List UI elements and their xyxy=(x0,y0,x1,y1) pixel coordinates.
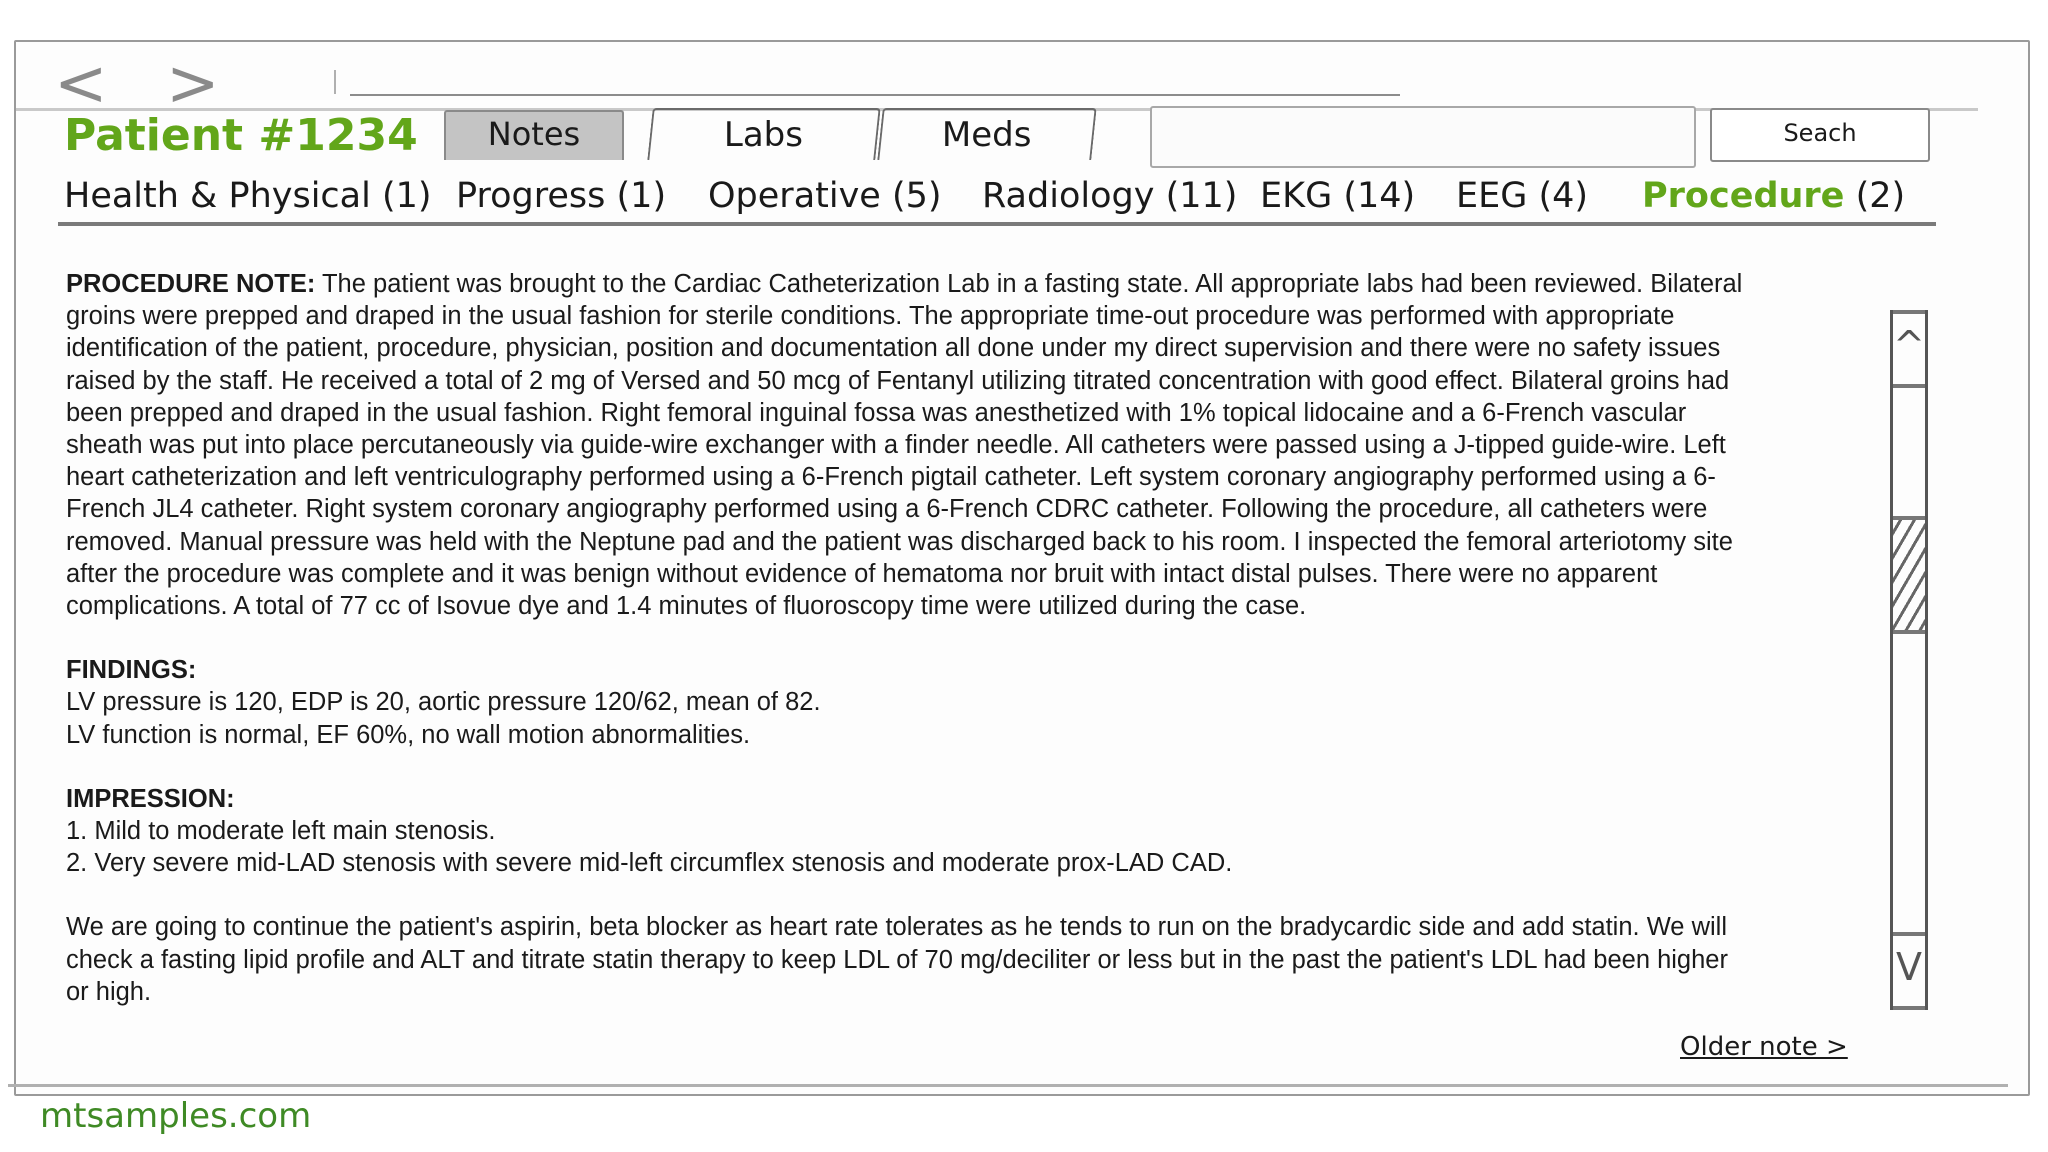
findings-heading: FINDINGS: xyxy=(66,656,197,685)
scroll-up-icon[interactable]: ^ xyxy=(1893,310,1925,388)
note-category-tabs xyxy=(64,176,1964,226)
address-divider xyxy=(334,70,336,94)
tab-progress[interactable] xyxy=(456,176,666,216)
procedure-line: complications. A total of 77 cc of Isovue dye and 1.4 minutes of fluoroscopy time were utilized during the case. xyxy=(66,592,1307,621)
plan-line: We are going to continue the patient's aspirin, beta blocker as heart rate tolerates as he tends to run on the bradycardic side and add statin. We will xyxy=(66,913,1727,942)
procedure-line: French JL4 catheter. Right system coronary angiography performed using a 6-French CDRC catheter. Following the procedure, all catheters were xyxy=(66,495,1708,524)
back-arrow-icon[interactable]: < xyxy=(54,47,108,121)
impression-line: 2. Very severe mid-LAD stenosis with severe mid-left circumflex stenosis and moderate prox-LAD CAD. xyxy=(66,849,1233,878)
procedure-line: groins were prepped and draped in the usual fashion for sterile conditions. The appropriate time-out procedure was performed with appropriate xyxy=(66,302,1675,331)
tab-label: Procedure xyxy=(1642,176,1845,216)
older-note-link[interactable]: Older note > xyxy=(1680,1032,1848,1062)
procedure-line: been prepped and draped in the usual fashion. Right femoral inguinal fossa was anesthetized with 1% topical lidocaine and a 6-French vascular xyxy=(66,398,1687,427)
procedure-section xyxy=(66,268,1846,622)
scroll-thumb[interactable] xyxy=(1893,516,1925,634)
procedure-line: identification of the patient, procedure, physician, position and documentation all done under my direct supervision and there were no safety issues xyxy=(66,334,1721,363)
plan-line: or high. xyxy=(66,977,152,1006)
forward-arrow-icon[interactable]: > xyxy=(166,47,220,121)
procedure-line: sheath was put into place percutaneously via guide-wire exchanger with a finder needle. All catheters were passed using a J-tipped guide-wire. Left xyxy=(66,431,1726,460)
procedure-line: heart catheterization and left ventriculography performed using a 6-French pigtail catheter. Left system coronary angiography performed using a 6- xyxy=(66,463,1716,492)
findings-line: LV pressure is 120, EDP is 20, aortic pressure 120/62, mean of 82. xyxy=(66,688,821,717)
tab-count: (4) xyxy=(1538,176,1589,216)
plan-line: check a fasting lipid profile and ALT and titrate statin therapy to keep LDL of 70 mg/deciliter or less but in the past the patient's LDL had been higher xyxy=(66,945,1728,974)
tab-count: (1) xyxy=(382,176,432,216)
tabs-underline xyxy=(58,222,1936,226)
tab-label: Radiology xyxy=(982,176,1155,216)
tab-label: Progress xyxy=(456,176,606,216)
procedure-line: raised by the staff. He received a total of 2 mg of Versed and 50 mcg of Fentanyl utilizing titrated concentration with good effect. Bilateral groins had xyxy=(66,366,1730,395)
tab-label: EEG xyxy=(1456,176,1528,216)
plan-section xyxy=(66,911,1846,1008)
tab-labs-label: Labs xyxy=(724,115,804,155)
findings-section xyxy=(66,654,1846,751)
tab-count: (5) xyxy=(891,176,942,216)
tab-count: (14) xyxy=(1343,176,1416,216)
impression-line: 1. Mild to moderate left main stenosis. xyxy=(66,817,496,846)
address-bar[interactable] xyxy=(350,94,1400,96)
tab-meds[interactable] xyxy=(877,108,1096,160)
tab-operative[interactable] xyxy=(708,176,942,216)
procedure-line xyxy=(66,268,1846,300)
scroll-down-icon[interactable]: V xyxy=(1893,932,1925,1010)
tab-count: (2) xyxy=(1855,176,1906,216)
tab-ekg[interactable] xyxy=(1260,176,1415,216)
tab-label: Health & Physical xyxy=(64,176,371,216)
impression-heading: IMPRESSION: xyxy=(66,784,235,813)
tab-label: EKG xyxy=(1260,176,1333,216)
tab-count: (1) xyxy=(616,176,667,216)
search-input[interactable] xyxy=(1150,106,1696,168)
findings-line: LV function is normal, EF 60%, no wall motion abnormalities. xyxy=(66,720,751,749)
impression-section xyxy=(66,783,1846,880)
tab-label: Operative xyxy=(708,176,881,216)
procedure-line: after the procedure was complete and it was benign without evidence of hematoma nor bruit with intact distal pulses. There were no apparent xyxy=(66,559,1658,588)
tab-procedure[interactable] xyxy=(1642,176,1905,216)
tab-health-physical[interactable] xyxy=(64,176,432,216)
procedure-line: removed. Manual pressure was held with the Neptune pad and the patient was discharged back to his room. I inspected the femoral arteriotomy site xyxy=(66,527,1733,556)
procedure-heading: PROCEDURE NOTE: xyxy=(66,270,316,298)
page-title: Patient #1234 xyxy=(64,110,418,161)
watermark: mtsamples.com xyxy=(40,1096,312,1136)
tab-radiology[interactable] xyxy=(982,176,1237,216)
tab-labs[interactable] xyxy=(647,108,880,160)
tab-count: (11) xyxy=(1165,176,1238,216)
note-body xyxy=(66,268,1846,1040)
procedure-text: The patient was brought to the Cardiac Catheterization Lab in a fasting state. All appropriate labs had been reviewed. Bilateral xyxy=(315,270,1743,298)
tab-notes[interactable]: Notes xyxy=(444,110,624,160)
scrollbar[interactable] xyxy=(1890,310,1928,1010)
search-button[interactable]: Seach xyxy=(1710,108,1930,162)
tab-meds-label: Meds xyxy=(942,115,1032,155)
tab-eeg[interactable] xyxy=(1456,176,1588,216)
window-bottom-edge xyxy=(8,1084,2008,1087)
